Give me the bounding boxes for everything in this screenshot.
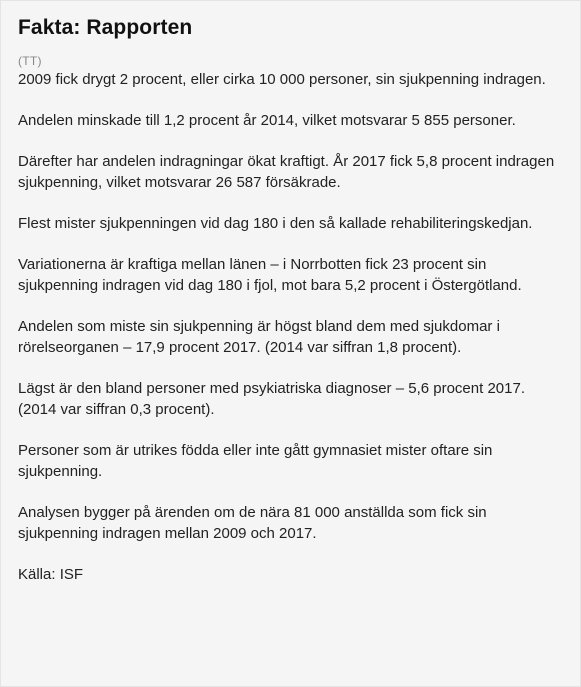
paragraph: Analysen bygger på ärenden om de nära 81 000 anställda som fick sin sjukpenning indragen mellan 2009 och 2017. (18, 504, 487, 542)
fact-box-title: Fakta: Rapporten (18, 16, 193, 39)
paragraph: 2009 fick drygt 2 procent, eller cirka 10 000 personer, sin sjukpenning indragen. (18, 71, 546, 88)
paragraph: Därefter har andelen indragningar ökat kraftigt. År 2017 fick 5,8 procent indragen sjukpenning, vilket motsvarar 26 587 försäkrade. (18, 153, 555, 191)
paragraph: Andelen minskade till 1,2 procent år 2014, vilket motsvarar 5 855 personer. (18, 112, 516, 129)
fact-box-body (18, 69, 564, 585)
paragraph: Lägst är den bland personer med psykiatriska diagnoser – 5,6 procent 2017. (2014 var siffran 0,3 procent). (18, 380, 525, 418)
paragraph: Andelen som miste sin sjukpenning är högst bland dem med sjukdomar i rörelseorganen – 17,9 procent 2017. (2014 var siffran 1,8 procent). (18, 318, 500, 356)
source-line: Källa: ISF (18, 566, 84, 583)
paragraph: Personer som är utrikes födda eller inte gått gymnasiet mister oftare sin sjukpenning. (18, 442, 493, 480)
byline: (TT) (18, 54, 42, 68)
paragraph: Flest mister sjukpenningen vid dag 180 i den så kallade rehabiliteringskedjan. (18, 215, 533, 232)
paragraph: Variationerna är kraftiga mellan länen – i Norrbotten fick 23 procent sin sjukpenning indragen vid dag 180 i fjol, mot bara 5,2 procent i Östergötland. (18, 256, 522, 294)
